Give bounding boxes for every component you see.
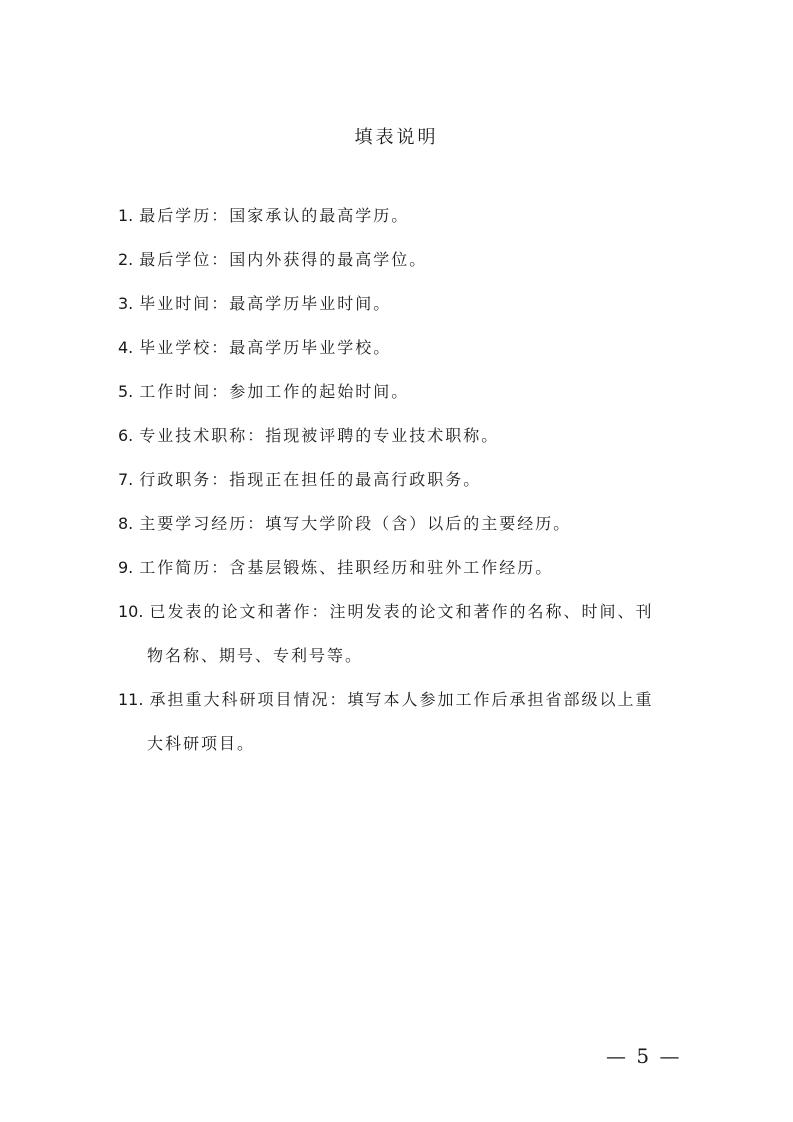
list-item [118, 205, 688, 226]
item-number: 9. [118, 558, 134, 577]
list-item [118, 557, 688, 578]
item-text: 行政职务：指现正在担任的最高行政职务。 [139, 470, 482, 489]
item-text-continuation: 物名称、期号、专利号等。 [147, 646, 364, 665]
item-number: 2. [118, 250, 134, 269]
list-item [118, 337, 688, 358]
item-number: 7. [118, 470, 134, 489]
list-item [118, 293, 688, 314]
item-text: 工作时间：参加工作的起始时间。 [139, 382, 410, 401]
list-item [118, 513, 688, 534]
list-item [118, 469, 688, 490]
item-text-continuation: 大科研项目。 [147, 734, 256, 753]
item-text: 已发表的论文和著作：注明发表的论文和著作的名称、时间、刊 [149, 602, 654, 621]
item-text: 工作简历：含基层锻炼、挂职经历和驻外工作经历。 [139, 558, 554, 577]
item-number: 5. [118, 382, 134, 401]
list-item [118, 601, 688, 666]
item-number: 3. [118, 294, 134, 313]
list-item [118, 249, 688, 270]
list-item [118, 425, 688, 446]
page-number: — 5 — [606, 1044, 682, 1068]
item-text: 最后学位：国内外获得的最高学位。 [139, 250, 428, 269]
item-number: 8. [118, 514, 134, 533]
page-title: 填表说明 [354, 127, 439, 148]
item-number: 11. [118, 690, 144, 709]
list-item [118, 689, 688, 754]
item-text: 毕业学校：最高学历毕业学校。 [139, 338, 392, 357]
list-item [118, 381, 688, 402]
item-number: 1. [118, 206, 134, 225]
item-text: 专业技术职称：指现被评聘的专业技术职称。 [139, 426, 500, 445]
item-number: 4. [118, 338, 134, 357]
item-number: 6. [118, 426, 134, 445]
item-number: 10. [118, 602, 144, 621]
item-text: 主要学习经历：填写大学阶段（含）以后的主要经历。 [139, 514, 572, 533]
item-text: 毕业时间：最高学历毕业时间。 [139, 294, 392, 313]
item-text: 承担重大科研项目情况：填写本人参加工作后承担省部级以上重 [149, 690, 654, 709]
item-text: 最后学历：国家承认的最高学历。 [139, 206, 410, 225]
instruction-list [118, 205, 688, 777]
